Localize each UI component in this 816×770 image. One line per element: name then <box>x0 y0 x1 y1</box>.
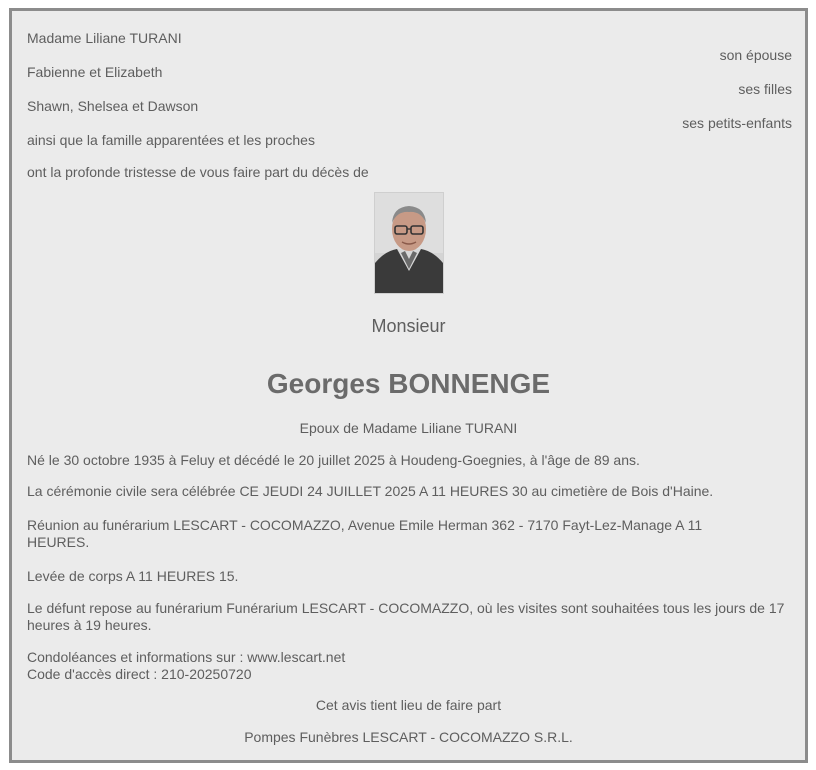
obituary-card <box>9 8 808 763</box>
family-member-name: Fabienne et Elizabeth <box>27 64 163 80</box>
portrait-image <box>375 193 443 293</box>
spouse-line: Epoux de Madame Liliane TURANI <box>299 420 518 436</box>
notice-line: Cet avis tient lieu de faire part <box>315 697 502 713</box>
family-member-name: Madame Liliane TURANI <box>27 30 182 46</box>
company-name: Pompes Funèbres LESCART - COCOMAZZO S.R.L. <box>244 729 573 745</box>
visits-text: Le défunt repose au funérarium Funérarium LESCART - COCOMAZZO, où les visites sont souhaitées tous les jours de 17 heures à 19 heures. <box>27 600 785 633</box>
condolences-text: Condoléances et informations sur : www.lescart.net <box>27 649 346 665</box>
deceased-name: Georges BONNENGE <box>266 368 551 399</box>
family-member-relation: ses filles <box>738 81 792 97</box>
deceased-honorific: Monsieur <box>371 316 446 336</box>
access-code-text: Code d'accès direct : 210-20250720 <box>27 666 252 682</box>
birth-death-text: Né le 30 octobre 1935 à Feluy et décédé le 20 juillet 2025 à Houdeng-Goegnies, à l'âge de 89 ans. <box>27 452 640 468</box>
levee-text: Levée de corps A 11 HEURES 15. <box>27 568 239 584</box>
family-member-relation: son épouse <box>719 47 792 63</box>
gathering-text: Réunion au funérarium LESCART - COCOMAZZO, Avenue Emile Herman 362 - 7170 Fayt-Lez-Manage A 11 HEURES. <box>27 517 703 550</box>
family-member-relation: ses petits-enfants <box>682 115 792 131</box>
ceremony-text: La cérémonie civile sera célébrée CE JEUDI 24 JUILLET 2025 A 11 HEURES 30 au cimetière de Bois d'Haine. <box>27 483 714 499</box>
announcement-line: ont la profonde tristesse de vous faire part du décès de <box>27 164 369 180</box>
relatives-line: ainsi que la famille apparentées et les proches <box>27 132 315 148</box>
portrait-photo <box>374 192 444 294</box>
family-member-name: Shawn, Shelsea et Dawson <box>27 98 199 114</box>
